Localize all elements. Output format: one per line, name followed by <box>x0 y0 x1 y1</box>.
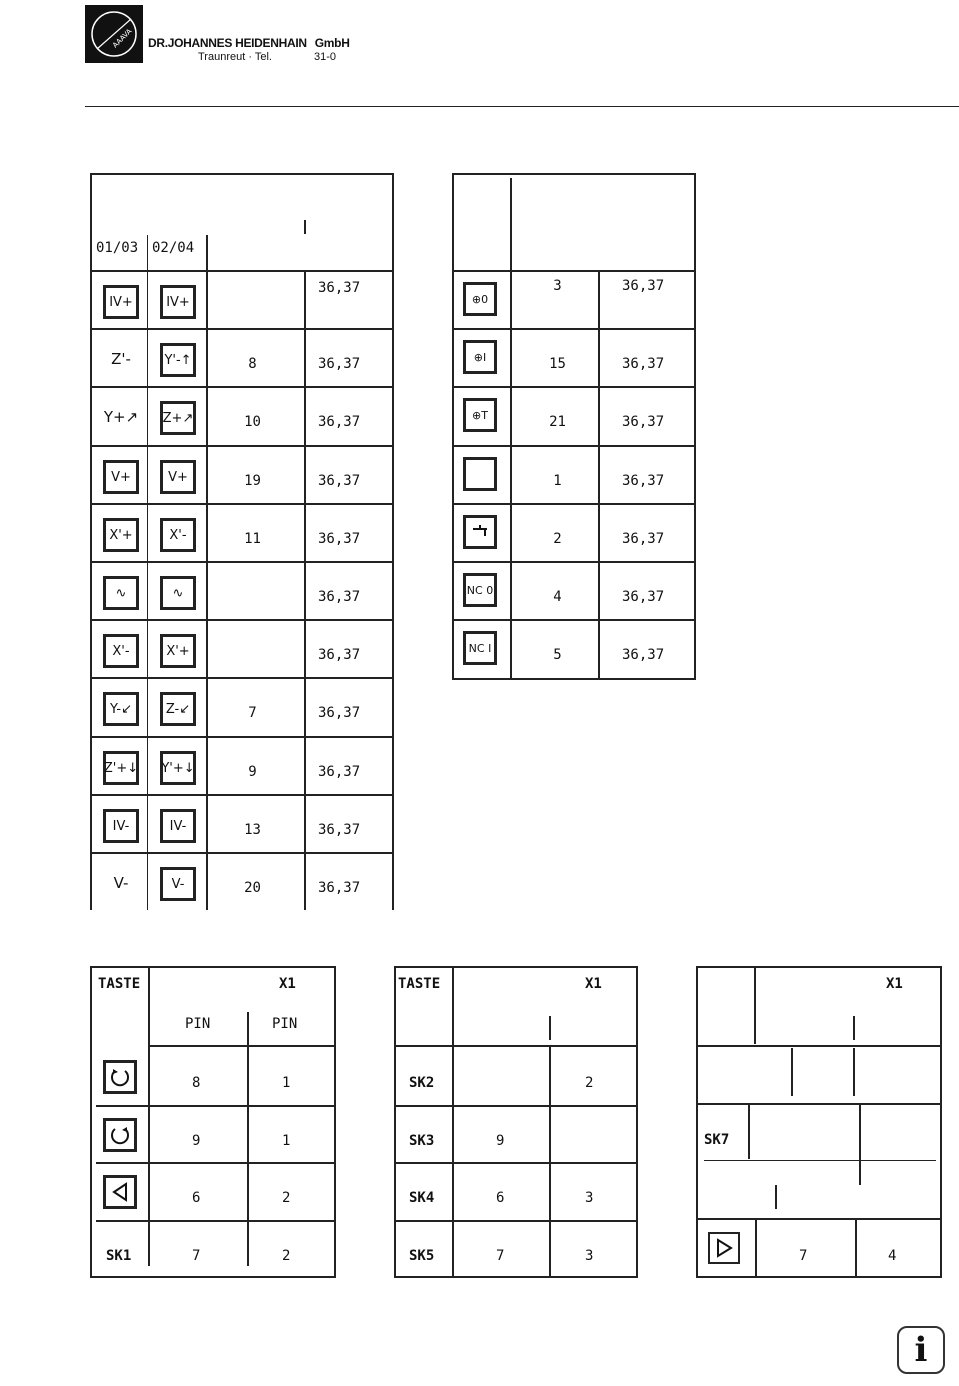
axis-key-b: IV+ <box>160 285 196 319</box>
ref-value: 36,37 <box>318 647 361 663</box>
taste-label: TASTE <box>98 976 141 992</box>
row-divider <box>452 328 696 330</box>
pin-value: 8 <box>192 1075 201 1091</box>
pin-value: 2 <box>553 531 562 547</box>
pin-value: 6 <box>496 1190 505 1206</box>
ref-value: 36,37 <box>622 278 665 294</box>
company-address: Traunreut · Tel. 31-0 <box>198 51 337 63</box>
function-key-icon: ⊕I <box>463 340 497 374</box>
row-divider <box>452 619 696 621</box>
softkey-label: SK3 <box>409 1133 435 1149</box>
pin-value: 4 <box>553 589 562 605</box>
svg-text:AAAVA: AAAVA <box>111 27 134 50</box>
pin-value: 1 <box>282 1133 291 1149</box>
pin-value: 8 <box>248 356 257 372</box>
heidenhain-logo <box>85 5 143 63</box>
axis-key-a: Y+↗ <box>103 408 139 426</box>
pin-value: 7 <box>248 705 257 721</box>
pin-value: 4 <box>888 1248 897 1264</box>
pin-value: 1 <box>282 1075 291 1091</box>
ref-value: 36,37 <box>622 414 665 430</box>
softkey-label: SK4 <box>409 1190 435 1206</box>
taste-label: TASTE <box>398 976 441 992</box>
ref-value: 36,37 <box>318 705 361 721</box>
x1-label: X1 <box>279 976 296 992</box>
pin-value: 9 <box>248 764 257 780</box>
axis-key-a: Y-↙ <box>103 692 139 726</box>
ref-value: 36,37 <box>622 473 665 489</box>
pin-value: 3 <box>585 1248 594 1264</box>
softkey-label: SK2 <box>409 1075 435 1091</box>
header-rule <box>85 106 959 107</box>
pin-value: 2 <box>282 1248 291 1264</box>
pin-value: 7 <box>192 1248 201 1264</box>
pin-value: 5 <box>553 647 562 663</box>
row-divider <box>452 503 696 505</box>
ref-value: 36,37 <box>318 880 361 896</box>
row-divider <box>92 561 392 563</box>
ref-value: 36,37 <box>318 356 361 372</box>
ref-value: 36,37 <box>318 822 361 838</box>
row-divider <box>92 852 392 854</box>
axis-key-a: IV- <box>103 809 139 843</box>
softkey-label: SK5 <box>409 1248 435 1264</box>
axis-key-a: X'+ <box>103 518 139 552</box>
pin-value: 3 <box>553 278 562 294</box>
pin-value: 2 <box>585 1075 594 1091</box>
row-divider <box>96 1105 334 1107</box>
pin-value: 10 <box>244 414 261 430</box>
info-icon: i <box>897 1326 945 1374</box>
function-key-icon: NC 0 <box>463 573 497 607</box>
spindle-key-icon <box>103 1175 137 1209</box>
function-key-icon: ⊕T <box>463 398 497 432</box>
ref-value: 36,37 <box>622 647 665 663</box>
axis-key-b: Y'+↓ <box>160 751 196 785</box>
axis-key-b: X'- <box>160 518 196 552</box>
ref-value: 36,37 <box>318 531 361 547</box>
pin-label: PIN <box>185 1016 211 1032</box>
row-divider <box>92 386 392 388</box>
row-divider <box>452 445 696 447</box>
row-divider <box>92 619 392 621</box>
ref-value: 36,37 <box>622 589 665 605</box>
row-divider <box>452 270 696 272</box>
pin-value: 11 <box>244 531 261 547</box>
pin-value: 20 <box>244 880 261 896</box>
pin-value: 13 <box>244 822 261 838</box>
function-key-icon <box>463 457 497 491</box>
ref-value: 36,37 <box>318 414 361 430</box>
axis-key-b: X'+ <box>160 634 196 668</box>
row-divider <box>92 736 392 738</box>
axis-key-a: V- <box>113 874 129 892</box>
row-divider <box>92 445 392 447</box>
axis-key-b: Z-↙ <box>160 692 196 726</box>
axis-key-b: Z+↗ <box>160 401 196 435</box>
row-divider <box>96 1220 334 1222</box>
row-divider <box>394 1162 638 1164</box>
axis-key-b: V- <box>160 867 196 901</box>
pin-value: 19 <box>244 473 261 489</box>
company-name: DR.JOHANNES HEIDENHAIN GmbH <box>148 36 350 50</box>
axis-key-a: Z'+↓ <box>103 751 139 785</box>
axis-key-a: ∿ <box>103 576 139 610</box>
pin-value: 7 <box>799 1248 808 1264</box>
softkey-sk7: SK7 <box>704 1132 730 1148</box>
row-divider <box>394 1105 638 1107</box>
function-key-icon: ⊕0 <box>463 282 497 316</box>
row-divider <box>92 270 392 272</box>
axis-key-a: V+ <box>103 460 139 494</box>
col-header-b: 02/04 <box>152 240 195 256</box>
x1-label: X1 <box>585 976 602 992</box>
axis-key-a: X'- <box>103 634 139 668</box>
ref-value: 36,37 <box>318 473 361 489</box>
axis-key-b: V+ <box>160 460 196 494</box>
row-divider <box>92 677 392 679</box>
pin-label: PIN <box>272 1016 298 1032</box>
pin-value: 1 <box>553 473 562 489</box>
spindle-key-icon <box>103 1060 137 1094</box>
x1-label: X1 <box>886 976 903 992</box>
spindle-key-icon <box>103 1118 137 1152</box>
coolant-key-icon <box>463 515 497 549</box>
pin-value: 2 <box>282 1190 291 1206</box>
row-divider <box>92 503 392 505</box>
pin-value: 7 <box>496 1248 505 1264</box>
axis-key-b: ∿ <box>160 576 196 610</box>
ref-value: 36,37 <box>318 280 361 296</box>
axis-key-b: IV- <box>160 809 196 843</box>
row-divider <box>452 386 696 388</box>
col-header-a: 01/03 <box>96 240 139 256</box>
axis-key-a: IV+ <box>103 285 139 319</box>
pin-value: 9 <box>192 1133 201 1149</box>
ref-value: 36,37 <box>622 531 665 547</box>
row-divider <box>452 561 696 563</box>
triangle-right-key-icon <box>708 1232 740 1264</box>
ref-value: 36,37 <box>318 764 361 780</box>
pin-value: 6 <box>192 1190 201 1206</box>
axis-key-a: Z'- <box>111 350 131 368</box>
row-divider <box>92 794 392 796</box>
axis-key-b: Y'-↑ <box>160 343 196 377</box>
pin-value: 9 <box>496 1133 505 1149</box>
softkey-label: SK1 <box>106 1248 132 1264</box>
pin-value: 15 <box>549 356 566 372</box>
row-divider <box>92 328 392 330</box>
ref-value: 36,37 <box>318 589 361 605</box>
pin-value: 3 <box>585 1190 594 1206</box>
function-key-icon: NC I <box>463 631 497 665</box>
row-divider <box>394 1220 638 1222</box>
pin-value: 21 <box>549 414 566 430</box>
ref-value: 36,37 <box>622 356 665 372</box>
row-divider <box>96 1162 334 1164</box>
